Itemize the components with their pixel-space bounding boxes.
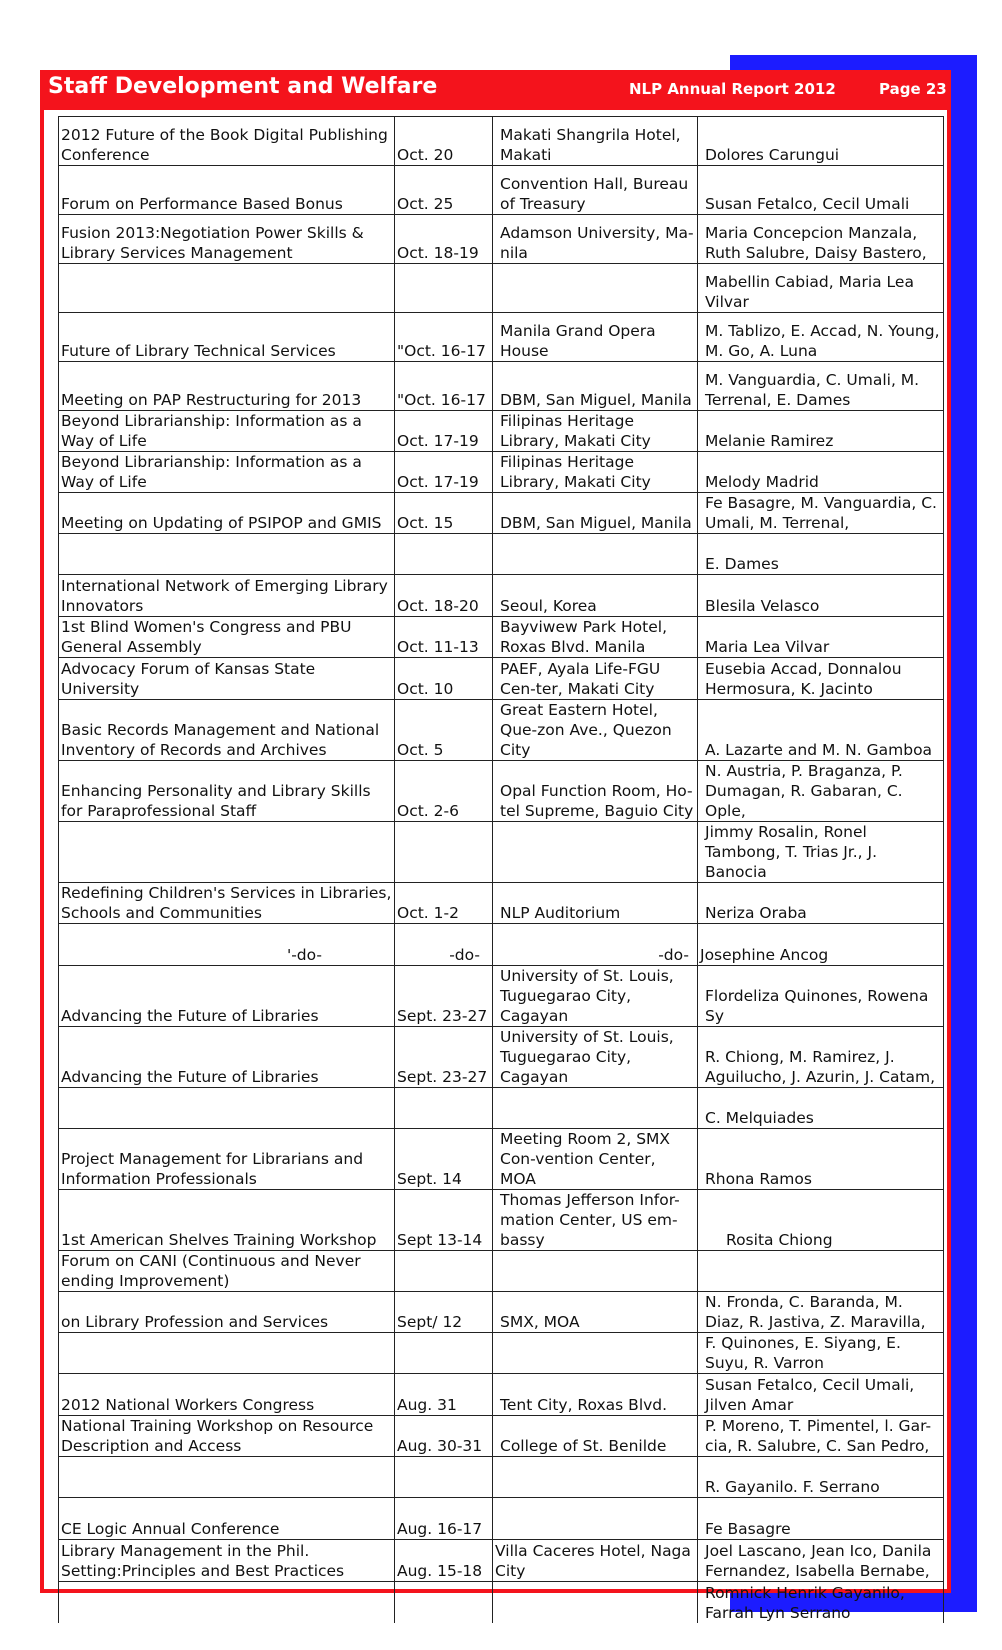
venue-cell	[493, 1190, 698, 1251]
date-cell-text: Oct. 10	[397, 680, 454, 698]
date-cell	[395, 215, 493, 264]
table-row	[59, 1129, 944, 1190]
venue-cell-text: Adamson University, Ma-nila	[500, 224, 694, 262]
participants-cell	[698, 658, 944, 700]
date-cell	[395, 493, 493, 534]
venue-cell	[493, 1582, 698, 1623]
table-row	[59, 264, 944, 313]
date-cell	[395, 1416, 493, 1457]
training-table-container	[58, 116, 943, 1623]
date-cell-text: Oct. 5	[397, 741, 444, 759]
venue-cell	[493, 493, 698, 534]
venue-cell	[493, 1027, 698, 1088]
participants-cell	[698, 1129, 944, 1190]
participants-cell-text: M. Tablizo, E. Accad, N. Young, M. Go, A. Luna	[705, 322, 940, 360]
table-row	[59, 1374, 944, 1416]
participants-cell-text: F. Quinones, E. Siyang, E. Suyu, R. Varron	[705, 1334, 901, 1372]
participants-cell	[698, 1333, 944, 1374]
table-row	[59, 452, 944, 493]
date-cell-text: Oct. 15	[397, 514, 454, 532]
participants-cell	[698, 362, 944, 411]
table-row	[59, 1251, 944, 1292]
venue-cell-text: -do-	[658, 946, 689, 964]
event-cell-text: 2012 Future of the Book Digital Publishing Conference	[61, 126, 388, 164]
date-cell	[395, 1457, 493, 1498]
table-row	[59, 1027, 944, 1088]
participants-cell-text: Maria Concepcion Manzala, Ruth Salubre, Daisy Bastero,	[705, 224, 927, 262]
venue-cell-text: University of St. Louis, Tuguegarao City, Cagayan	[500, 967, 674, 1025]
venue-cell-text: Great Eastern Hotel, Que-zon Ave., Quezon City	[500, 701, 672, 759]
date-cell	[395, 1088, 493, 1129]
date-cell-text: Oct. 18-20	[397, 597, 479, 615]
event-cell-text: Forum on Performance Based Bonus	[61, 195, 343, 213]
date-cell	[395, 117, 493, 166]
event-cell	[59, 1190, 395, 1251]
participants-cell	[698, 1416, 944, 1457]
table-row	[59, 822, 944, 883]
event-cell	[59, 1374, 395, 1416]
venue-cell	[493, 822, 698, 883]
table-row	[59, 883, 944, 924]
venue-cell	[493, 924, 698, 966]
venue-cell-text: NLP Auditorium	[500, 904, 621, 922]
event-cell-text: Library Management in the Phil. Setting:Principles and Best Practices	[61, 1542, 345, 1580]
participants-cell-text: Jimmy Rosalin, Ronel Tambong, T. Trias Jr., J. Banocia	[705, 823, 877, 881]
table-row	[59, 313, 944, 362]
venue-cell	[493, 575, 698, 617]
event-cell-text: on Library Profession and Services	[61, 1313, 329, 1331]
table-row	[59, 658, 944, 700]
date-cell-text: Oct. 20	[397, 146, 454, 164]
date-cell	[395, 1582, 493, 1623]
participants-cell	[698, 1374, 944, 1416]
date-cell-text: Sept. 23-27	[397, 1068, 488, 1086]
table-row	[59, 1416, 944, 1457]
event-cell	[59, 166, 395, 215]
event-cell	[59, 966, 395, 1027]
participants-cell	[698, 452, 944, 493]
table-row	[59, 166, 944, 215]
venue-cell	[493, 313, 698, 362]
participants-cell-text: Fe Basagre, M. Vanguardia, C. Umali, M. Terrenal,	[705, 494, 937, 532]
venue-cell	[493, 1540, 698, 1582]
venue-cell	[493, 1333, 698, 1374]
participants-cell	[698, 761, 944, 822]
venue-cell-text: Tent City, Roxas Blvd.	[500, 1396, 668, 1414]
date-cell	[395, 166, 493, 215]
event-cell	[59, 1129, 395, 1190]
event-cell	[59, 1027, 395, 1088]
event-cell-text: Advocacy Forum of Kansas State University	[61, 660, 316, 698]
participants-cell-text: R. Gayanilo. F. Serrano	[705, 1478, 880, 1496]
table-row	[59, 362, 944, 411]
participants-cell-text: N. Austria, P. Braganza, P. Dumagan, R. Gabaran, C. Ople,	[705, 762, 903, 820]
date-cell	[395, 452, 493, 493]
participants-cell-text: Mabellin Cabiad, Maria Lea Vilvar	[705, 273, 914, 311]
event-cell-text: Beyond Librarianship: Information as a Way of Life	[61, 412, 362, 450]
table-row	[59, 1292, 944, 1333]
venue-cell	[493, 1129, 698, 1190]
event-cell	[59, 1540, 395, 1582]
participants-cell-text: Susan Fetalco, Cecil Umali	[705, 195, 910, 213]
participants-cell	[698, 1582, 944, 1623]
event-cell	[59, 313, 395, 362]
date-cell	[395, 313, 493, 362]
date-cell-text: Aug. 16-17	[397, 1520, 483, 1538]
participants-cell	[698, 313, 944, 362]
event-cell	[59, 1333, 395, 1374]
participants-cell	[698, 1088, 944, 1129]
participants-cell-text: Neriza Oraba	[705, 904, 807, 922]
table-row	[59, 534, 944, 575]
venue-cell	[493, 1251, 698, 1292]
participants-cell-text: Dolores Carungui	[705, 146, 840, 164]
event-cell	[59, 924, 395, 966]
event-cell-text: Enhancing Personality and Library Skills for Paraprofessional Staff	[61, 782, 371, 820]
date-cell	[395, 1540, 493, 1582]
venue-cell-text: University of St. Louis, Tuguegarao City, Cagayan	[500, 1028, 674, 1086]
venue-cell-text: Filipinas Heritage Library, Makati City	[500, 453, 651, 491]
venue-cell	[493, 215, 698, 264]
venue-cell-text: Filipinas Heritage Library, Makati City	[500, 412, 651, 450]
date-cell	[395, 1129, 493, 1190]
date-cell	[395, 1027, 493, 1088]
date-cell-text: Sept. 23-27	[397, 1007, 488, 1025]
participants-cell-text: Joel Lascano, Jean Ico, Danila Fernandez, Isabella Bernabe,	[705, 1542, 932, 1580]
venue-cell	[493, 452, 698, 493]
date-cell	[395, 575, 493, 617]
date-cell	[395, 1498, 493, 1540]
venue-cell-text: Bayviwew Park Hotel, Roxas Blvd. Manila	[500, 618, 668, 656]
venue-cell	[493, 700, 698, 761]
venue-cell-text: College of St. Benilde	[500, 1437, 667, 1455]
event-cell-text: 2012 National Workers Congress	[61, 1396, 315, 1414]
table-row	[59, 1582, 944, 1623]
table-row	[59, 700, 944, 761]
event-cell	[59, 575, 395, 617]
venue-cell-text: PAEF, Ayala Life-FGU Cen-ter, Makati City	[500, 660, 661, 698]
venue-cell-text: Villa Caceres Hotel, Naga City	[495, 1542, 691, 1580]
participants-cell-text: C. Melquiades	[705, 1109, 814, 1127]
event-cell	[59, 452, 395, 493]
event-cell	[59, 617, 395, 658]
participants-cell	[698, 924, 944, 966]
venue-cell-text: Meeting Room 2, SMX Con-vention Center, MOA	[500, 1130, 671, 1188]
date-cell	[395, 1374, 493, 1416]
participants-cell-text: Blesila Velasco	[705, 597, 820, 615]
date-cell-text: -do-	[449, 946, 480, 964]
participants-cell-text: Eusebia Accad, Donnalou Hermosura, K. Jacinto	[705, 660, 902, 698]
event-cell	[59, 411, 395, 452]
venue-cell	[493, 658, 698, 700]
date-cell-text: Oct. 17-19	[397, 473, 479, 491]
venue-cell-text: Seoul, Korea	[500, 597, 597, 615]
venue-cell	[493, 117, 698, 166]
date-cell	[395, 264, 493, 313]
venue-cell-text: Thomas Jefferson Infor-mation Center, US em-bassy	[500, 1191, 680, 1249]
event-cell	[59, 658, 395, 700]
event-cell-text: Redefining Children's Services in Libraries, Schools and Communities	[61, 884, 392, 922]
venue-cell	[493, 966, 698, 1027]
event-cell-text: CE Logic Annual Conference	[61, 1520, 280, 1538]
participants-cell-text: E. Dames	[705, 555, 779, 573]
participants-cell-text: A. Lazarte and M. N. Gamboa	[705, 741, 933, 759]
date-cell-text: Oct. 17-19	[397, 432, 479, 450]
participants-cell	[698, 966, 944, 1027]
page-number: Page 23	[879, 80, 947, 98]
table-row	[59, 1457, 944, 1498]
participants-cell-text: Maria Lea Vilvar	[705, 638, 830, 656]
date-cell-text: Aug. 31	[397, 1396, 457, 1414]
event-cell-text: Meeting on PAP Restructuring for 2013	[61, 391, 362, 409]
venue-cell	[493, 617, 698, 658]
event-cell	[59, 1457, 395, 1498]
date-cell-text: Oct. 1-2	[397, 904, 459, 922]
participants-cell	[698, 883, 944, 924]
venue-cell	[493, 362, 698, 411]
date-cell-text: Sept/ 12	[397, 1313, 463, 1331]
table-row	[59, 1190, 944, 1251]
participants-cell-text: Rosita Chiong	[726, 1231, 833, 1249]
venue-cell	[493, 1374, 698, 1416]
event-cell-text: Forum on CANI (Continuous and Never ending Improvement)	[61, 1252, 361, 1290]
report-name: NLP Annual Report 2012	[629, 80, 836, 98]
participants-cell-text: P. Moreno, T. Pimentel, l. Gar-cia, R. Salubre, C. San Pedro,	[705, 1417, 932, 1455]
event-cell	[59, 264, 395, 313]
venue-cell-text: Manila Grand Opera House	[500, 322, 656, 360]
venue-cell	[493, 883, 698, 924]
venue-cell	[493, 1457, 698, 1498]
event-cell-text: 1st Blind Women's Congress and PBU General Assembly	[61, 618, 352, 656]
table-row	[59, 1088, 944, 1129]
table-row	[59, 617, 944, 658]
date-cell	[395, 822, 493, 883]
table-row	[59, 117, 944, 166]
event-cell	[59, 1416, 395, 1457]
date-cell-text: Aug. 30-31	[397, 1437, 483, 1455]
participants-cell	[698, 700, 944, 761]
event-cell-text: Advancing the Future of Libraries	[61, 1068, 319, 1086]
page-header	[40, 70, 951, 110]
date-cell	[395, 411, 493, 452]
venue-cell-text: DBM, San Miguel, Manila	[500, 514, 692, 532]
participants-cell-text: Melody Madrid	[705, 473, 819, 491]
event-cell	[59, 883, 395, 924]
venue-cell	[493, 411, 698, 452]
date-cell	[395, 1292, 493, 1333]
venue-cell-text: Convention Hall, Bureau of Treasury	[500, 175, 689, 213]
participants-cell	[698, 822, 944, 883]
event-cell	[59, 493, 395, 534]
venue-cell-text: DBM, San Miguel, Manila	[500, 391, 692, 409]
participants-cell	[698, 215, 944, 264]
event-cell-text: Advancing the Future of Libraries	[61, 1007, 319, 1025]
venue-cell	[493, 534, 698, 575]
event-cell	[59, 700, 395, 761]
date-cell-text: "Oct. 16-17	[397, 342, 486, 360]
participants-cell	[698, 1498, 944, 1540]
participants-cell	[698, 534, 944, 575]
date-cell-text: Oct. 25	[397, 195, 454, 213]
venue-cell	[493, 1292, 698, 1333]
venue-cell-text: Makati Shangrila Hotel, Makati	[500, 126, 681, 164]
date-cell	[395, 1251, 493, 1292]
section-title: Staff Development and Welfare	[48, 74, 438, 99]
event-cell	[59, 117, 395, 166]
date-cell	[395, 1190, 493, 1251]
participants-cell-text: Fe Basagre	[705, 1520, 791, 1538]
event-cell	[59, 362, 395, 411]
event-cell-text: Meeting on Updating of PSIPOP and GMIS	[61, 514, 382, 532]
event-cell	[59, 1251, 395, 1292]
table-row	[59, 493, 944, 534]
venue-cell	[493, 1088, 698, 1129]
participants-cell-text: Romnick Henrik Gayanilo, Farrah Lyn Serrano	[705, 1583, 905, 1622]
event-cell-text: Project Management for Librarians and Information Professionals	[61, 1150, 364, 1188]
event-cell-text: Basic Records Management and National Inventory of Records and Archives	[61, 721, 380, 759]
table-row	[59, 215, 944, 264]
date-cell	[395, 658, 493, 700]
participants-cell	[698, 166, 944, 215]
venue-cell	[493, 1416, 698, 1457]
participants-cell-text: Josephine Ancog	[700, 946, 829, 964]
date-cell	[395, 534, 493, 575]
training-table-body	[59, 117, 944, 1623]
participants-cell-text: M. Vanguardia, C. Umali, M. Terrenal, E. Dames	[705, 371, 920, 409]
participants-cell	[698, 493, 944, 534]
date-cell-text: Sept 13-14	[397, 1231, 483, 1249]
date-cell	[395, 700, 493, 761]
event-cell-text: Beyond Librarianship: Information as a Way of Life	[61, 453, 362, 491]
table-row	[59, 411, 944, 452]
participants-cell-text: Susan Fetalco, Cecil Umali, Jilven Amar	[705, 1376, 915, 1414]
table-row	[59, 1498, 944, 1540]
event-cell-text: Fusion 2013:Negotiation Power Skills & Library Services Management	[61, 224, 364, 262]
participants-cell	[698, 411, 944, 452]
event-cell	[59, 1292, 395, 1333]
date-cell	[395, 761, 493, 822]
event-cell	[59, 534, 395, 575]
table-row	[59, 1333, 944, 1374]
table-row	[59, 761, 944, 822]
event-cell	[59, 761, 395, 822]
venue-cell	[493, 166, 698, 215]
table-row	[59, 575, 944, 617]
date-cell-text: Oct. 18-19	[397, 244, 479, 262]
date-cell	[395, 1333, 493, 1374]
table-row	[59, 1540, 944, 1582]
date-cell	[395, 924, 493, 966]
participants-cell	[698, 1190, 944, 1251]
participants-cell	[698, 1292, 944, 1333]
date-cell-text: Oct. 2-6	[397, 802, 459, 820]
participants-cell	[698, 264, 944, 313]
participants-cell	[698, 617, 944, 658]
date-cell-text: Sept. 14	[397, 1170, 462, 1188]
event-cell-text: National Training Workshop on Resource Description and Access	[61, 1417, 374, 1455]
date-cell	[395, 617, 493, 658]
participants-cell-text: Melanie Ramirez	[705, 432, 834, 450]
date-cell-text: "Oct. 16-17	[397, 391, 486, 409]
date-cell-text: Oct. 11-13	[397, 638, 479, 656]
event-cell	[59, 1582, 395, 1623]
date-cell	[395, 883, 493, 924]
date-cell	[395, 362, 493, 411]
event-cell-text: '-do-	[286, 946, 322, 964]
date-cell-text: Aug. 15-18	[397, 1562, 483, 1580]
participants-cell-text: Flordeliza Quinones, Rowena Sy	[705, 987, 929, 1025]
event-cell-text: 1st American Shelves Training Workshop	[61, 1231, 377, 1249]
participants-cell-text: N. Fronda, C. Baranda, M. Diaz, R. Jastiva, Z. Maravilla,	[705, 1293, 926, 1331]
venue-cell-text: Opal Function Room, Ho-tel Supreme, Baguio City	[500, 782, 694, 820]
venue-cell-text: SMX, MOA	[500, 1313, 580, 1331]
venue-cell	[493, 761, 698, 822]
participants-cell-text: Rhona Ramos	[705, 1170, 812, 1188]
event-cell	[59, 822, 395, 883]
participants-cell	[698, 1457, 944, 1498]
participants-cell	[698, 575, 944, 617]
event-cell-text: International Network of Emerging Library Innovators	[61, 577, 388, 615]
event-cell-text: Future of Library Technical Services	[61, 342, 336, 360]
participants-cell	[698, 1027, 944, 1088]
participants-cell	[698, 1251, 944, 1292]
date-cell	[395, 966, 493, 1027]
event-cell	[59, 215, 395, 264]
table-row	[59, 966, 944, 1027]
participants-cell	[698, 117, 944, 166]
event-cell	[59, 1498, 395, 1540]
event-cell	[59, 1088, 395, 1129]
participants-cell	[698, 1540, 944, 1582]
venue-cell	[493, 1498, 698, 1540]
table-row	[59, 924, 944, 966]
training-table	[58, 116, 944, 1623]
participants-cell-text: R. Chiong, M. Ramirez, J. Aguilucho, J. Azurin, J. Catam,	[705, 1048, 936, 1086]
venue-cell	[493, 264, 698, 313]
